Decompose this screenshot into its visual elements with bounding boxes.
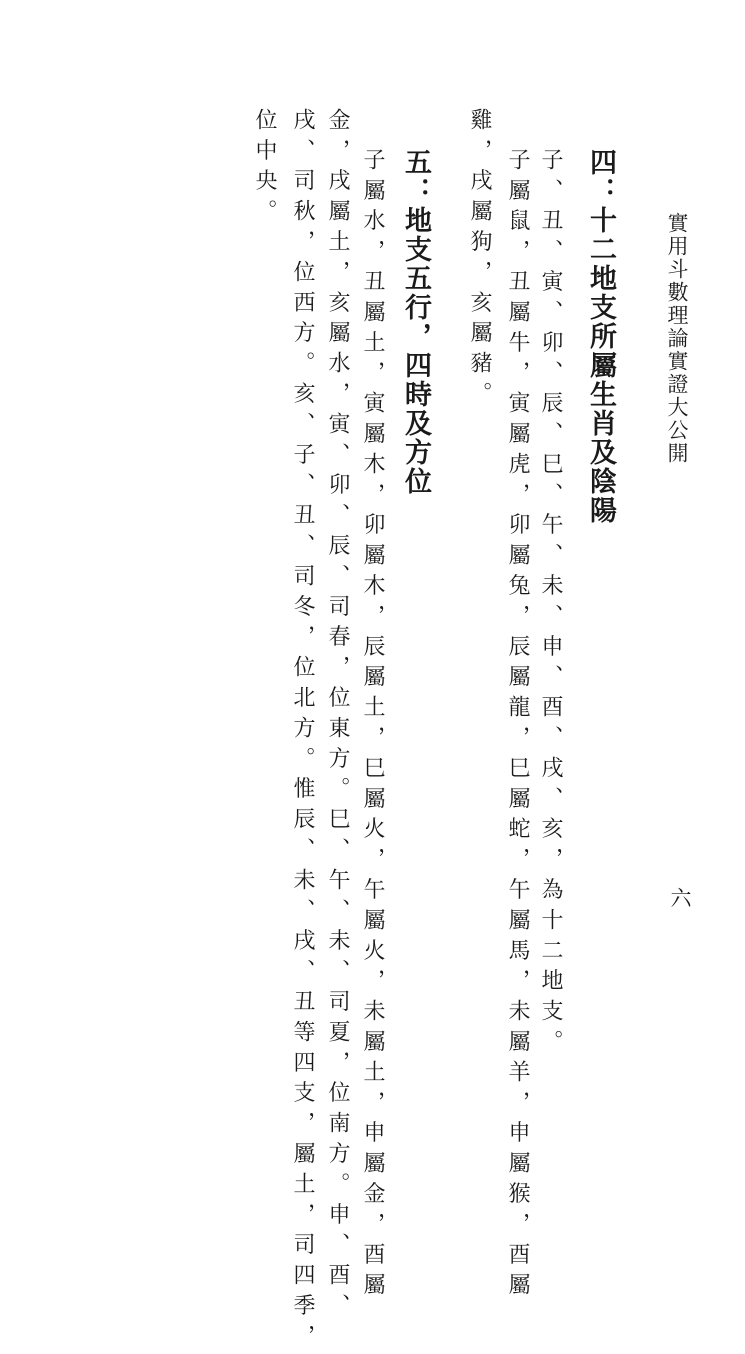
page-number: 六 (668, 887, 692, 908)
section-4-heading: 四：十二地支所屬生肖及陰陽 (585, 148, 616, 525)
book-title-header: 實用斗數理論實證大公開 (665, 212, 689, 465)
section-4-line-3: 雞，戌屬狗，亥屬豬。 (467, 108, 492, 412)
section-4-line-1: 子、丑、寅、卯、辰、巳、午、未、申、酉、戌、亥，為十二地支。 (538, 148, 563, 1060)
section-4-line-2: 子屬鼠，丑屬牛，寅屬虎，卯屬兔，辰屬龍，巳屬蛇，午屬馬，未屬羊，申屬猴，酉屬 (505, 148, 530, 1304)
section-5-line-2: 金，戌屬土，亥屬水，寅、卯、辰、司春，位東方。巳、午、未、司夏，位南方。申、酉、 (325, 108, 350, 1324)
section-5-line-1: 子屬水，丑屬土，寅屬木，卯屬木，辰屬土，巳屬火，午屬火，未屬土，申屬金，酉屬 (360, 148, 385, 1304)
section-5-line-4: 位中央。 (252, 108, 277, 230)
section-5-line-3: 戌、司秋，位西方。亥、子、丑、司冬，位北方。惟辰、未、戌、丑等四支，屬土，司四季， (290, 108, 315, 1354)
section-5-heading: 五：地支五行，四時及方位 (400, 148, 431, 496)
